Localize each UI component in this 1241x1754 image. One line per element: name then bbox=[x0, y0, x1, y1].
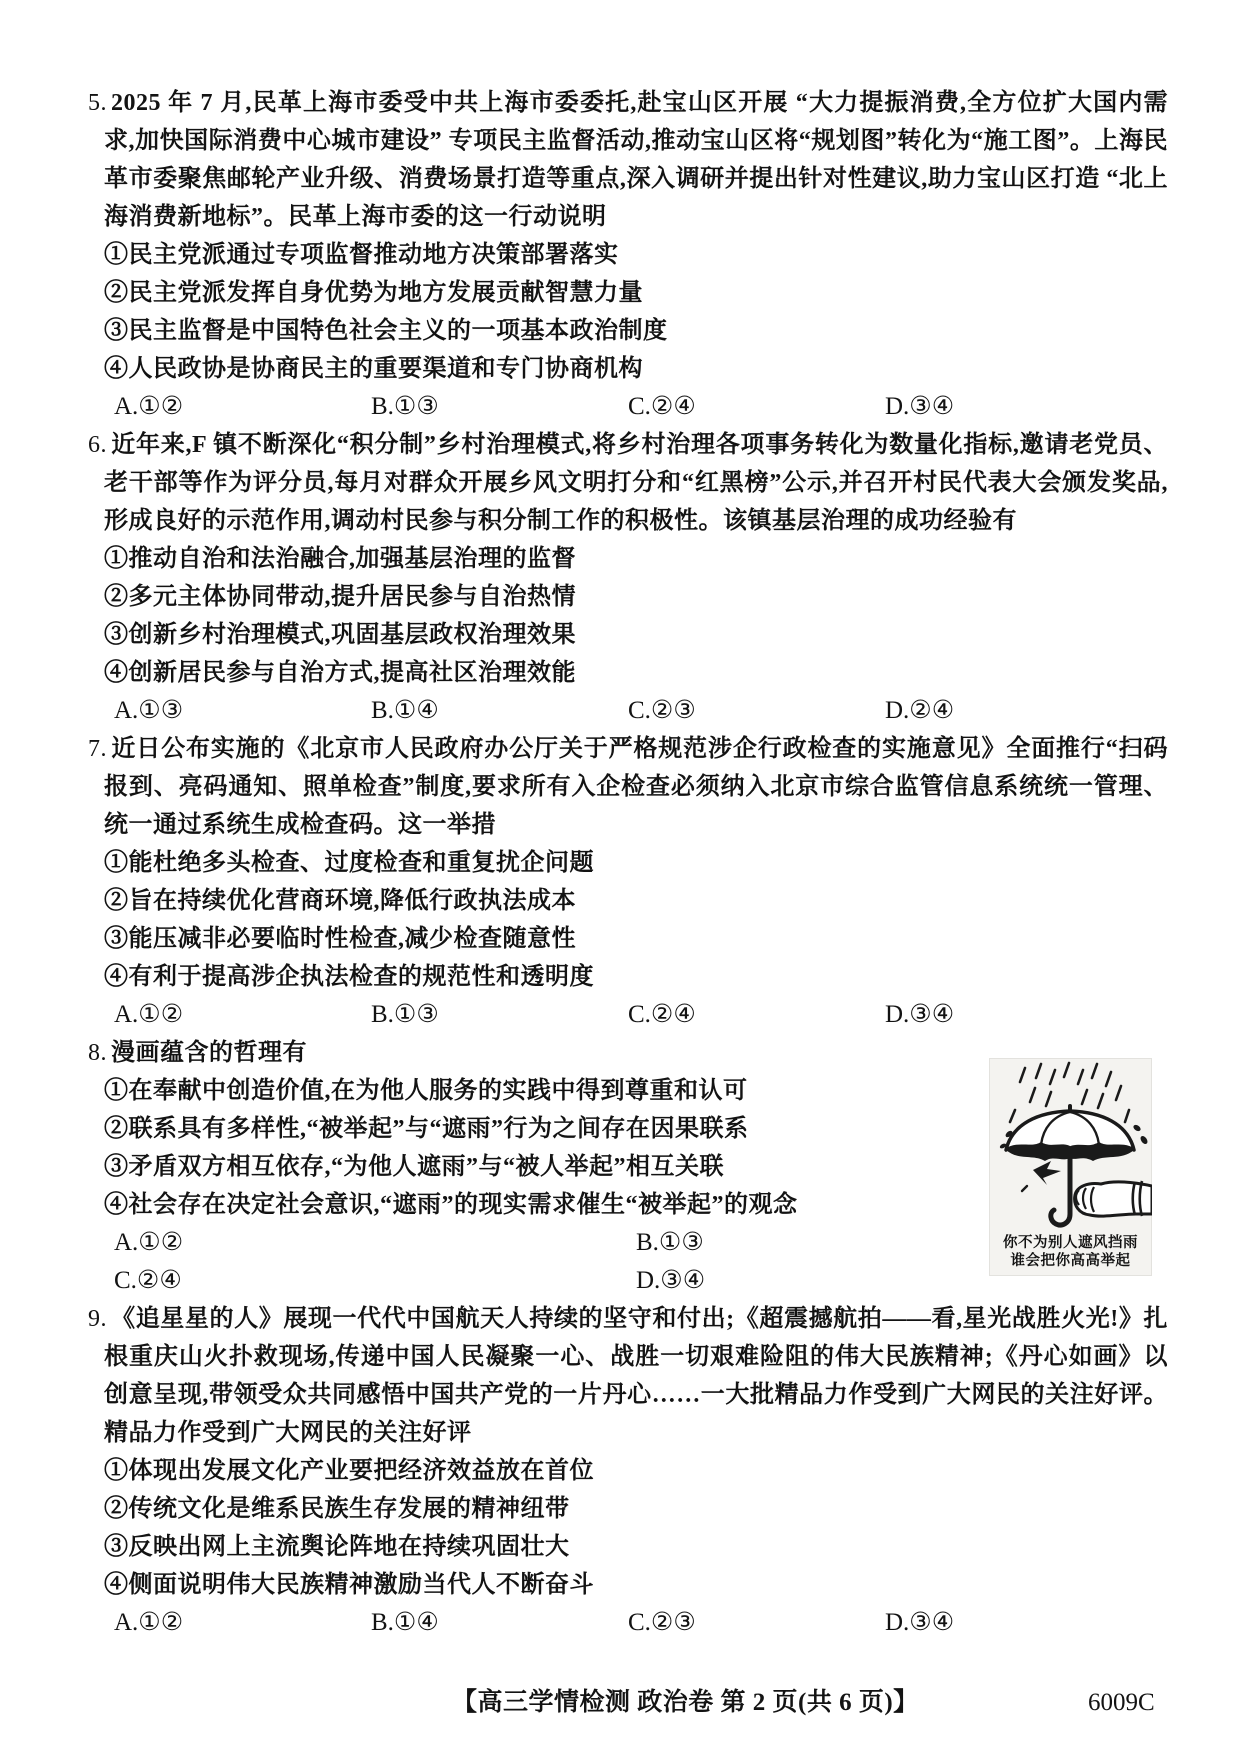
footer-title: 【高三学情检测 政治卷 第 2 页(共 6 页)】 bbox=[452, 1689, 919, 1716]
question-6-choice-b: B.①④ bbox=[371, 697, 439, 724]
cartoon-caption bbox=[989, 1234, 1152, 1270]
question-9-item-4: ④侧面说明伟大民族精神激励当代人不断奋斗 bbox=[104, 1572, 594, 1598]
question-6-item-3: ③创新乡村治理模式,巩固基层政权治理效果 bbox=[104, 622, 576, 648]
question-7-choice-c: C.②④ bbox=[628, 1001, 696, 1028]
question-7-stem bbox=[88, 730, 1168, 844]
question-8-choice-c: C.②④ bbox=[114, 1267, 182, 1294]
question-9-number: 9. bbox=[88, 1306, 107, 1332]
question-8-choices bbox=[88, 1224, 894, 1300]
umbrella-handle bbox=[1051, 1206, 1070, 1225]
question-7-stem-text: 近日公布实施的《北京市人民政府办公厅关于严格规范涉企行政检查的实施意见》全面推行“扫码报到、亮码通知、照单检查”制度,要求所有入企检查必须纳入北京市综合监管信息系统统一管理、统一通过系统生成检查码。这一举措 bbox=[104, 736, 1168, 838]
question-5-choices bbox=[88, 388, 1168, 426]
question-9-stem-text: 《追星星的人》展现一代代中国航天人持续的坚守和付出;《超震撼航拍——看,星光战胜火光!》扎根重庆山火扑救现场,传递中国人民凝聚一心、战胜一切艰难险阻的伟大民族精神;《丹心如画》以创意呈现,带领受众共同感悟中国共产党的一片丹心……一大批精品力作受到广大网民的关注好评。精品力作受到广大网民的关注好评 bbox=[104, 1306, 1168, 1446]
question-9-choice-a: A.①② bbox=[114, 1609, 184, 1636]
question-8 bbox=[88, 1034, 1168, 1300]
question-7-choices bbox=[88, 996, 1168, 1034]
umbrella-canopy bbox=[1006, 1111, 1134, 1150]
question-9-item-3: ③反映出网上主流舆论阵地在持续巩固壮大 bbox=[104, 1534, 570, 1560]
question-5-stem bbox=[88, 84, 1168, 236]
question-5-item-2: ②民主党派发挥自身优势为地方发展贡献智慧力量 bbox=[104, 280, 643, 306]
question-7-item-1: ①能杜绝多头检查、过度检查和重复扰企问题 bbox=[104, 850, 594, 876]
cartoon-caption-line2: 谁会把你高高举起 bbox=[1010, 1253, 1131, 1269]
question-9-stem bbox=[88, 1300, 1168, 1452]
holding-hand bbox=[1075, 1181, 1152, 1216]
question-5-choice-c: C.②④ bbox=[628, 393, 696, 420]
question-9-choice-b: B.①④ bbox=[371, 1609, 439, 1636]
question-7-item-4: ④有利于提高涉企执法检查的规范性和透明度 bbox=[104, 964, 594, 990]
question-9-item-1: ①体现出发展文化产业要把经济效益放在首位 bbox=[104, 1458, 594, 1484]
question-6-stem bbox=[88, 426, 1168, 540]
question-9-item-2: ②传统文化是维系民族生存发展的精神纽带 bbox=[104, 1496, 570, 1522]
question-6-choice-c: C.②③ bbox=[628, 697, 696, 724]
exam-content bbox=[88, 84, 1168, 1642]
dragonfly-silhouette bbox=[1022, 1161, 1061, 1191]
question-6-item-2: ②多元主体协同带动,提升居民参与自治热情 bbox=[104, 584, 576, 610]
question-6-item-1: ①推动自治和法治融合,加强基层治理的监督 bbox=[104, 546, 576, 572]
footer-paper-code: 6009C bbox=[1088, 1689, 1155, 1716]
question-5-number: 5. bbox=[88, 90, 107, 116]
umbrella-rain-cartoon-svg bbox=[989, 1058, 1152, 1228]
question-8-stem-text: 漫画蕴含的哲理有 bbox=[111, 1040, 307, 1066]
question-9-choices bbox=[88, 1604, 1168, 1642]
question-6-stem-text: 近年来,F 镇不断深化“积分制”乡村治理模式,将乡村治理各项事务转化为数量化指标,邀请老党员、老干部等作为评分员,每月对群众开展乡风文明打分和“红黑榜”公示,并召开村民代表大会颁发奖品,形成良好的示范作用,调动村民参与积分制工作的积极性。该镇基层治理的成功经验有 bbox=[104, 432, 1168, 534]
question-5-item-3: ③民主监督是中国特色社会主义的一项基本政治制度 bbox=[104, 318, 668, 344]
question-5-choice-d: D.③④ bbox=[885, 393, 955, 420]
question-5 bbox=[88, 84, 1168, 426]
question-6-number: 6. bbox=[88, 432, 107, 458]
question-9 bbox=[88, 1300, 1168, 1642]
question-8-choice-b: B.①③ bbox=[636, 1229, 704, 1256]
question-8-item-4: ④社会存在决定社会意识,“遮雨”的现实需求催生“被举起”的观念 bbox=[104, 1192, 798, 1218]
question-8-number: 8. bbox=[88, 1040, 107, 1066]
question-8-item-3: ③矛盾双方相互依存,“为他人遮雨”与“被人举起”相互关联 bbox=[104, 1154, 724, 1180]
question-8-item-2: ②联系具有多样性,“被举起”与“遮雨”行为之间存在因果联系 bbox=[104, 1116, 749, 1142]
cartoon-caption-line1: 你不为别人遮风挡雨 bbox=[1003, 1235, 1138, 1251]
cartoon-image bbox=[989, 1058, 1152, 1276]
question-7-choice-a: A.①② bbox=[114, 1001, 184, 1028]
question-6-choice-d: D.②④ bbox=[885, 697, 955, 724]
question-9-choice-c: C.②③ bbox=[628, 1609, 696, 1636]
question-7-item-2: ②旨在持续优化营商环境,降低行政执法成本 bbox=[104, 888, 576, 914]
question-7-choice-d: D.③④ bbox=[885, 1001, 955, 1028]
question-5-choice-b: B.①③ bbox=[371, 393, 439, 420]
question-5-choice-a: A.①② bbox=[114, 393, 184, 420]
question-6 bbox=[88, 426, 1168, 730]
question-7-item-3: ③能压减非必要临时性检查,减少检查随意性 bbox=[104, 926, 576, 952]
question-6-choice-a: A.①③ bbox=[114, 697, 184, 724]
question-7-number: 7. bbox=[88, 736, 107, 762]
question-6-choices bbox=[88, 692, 1168, 730]
question-5-item-1: ①民主党派通过专项监督推动地方决策部署落实 bbox=[104, 242, 619, 268]
question-7-choice-b: B.①③ bbox=[371, 1001, 439, 1028]
question-8-item-1: ①在奉献中创造价值,在为他人服务的实践中得到尊重和认可 bbox=[104, 1078, 748, 1104]
question-8-choice-a: A.①② bbox=[114, 1229, 184, 1256]
question-5-item-4: ④人民政协是协商民主的重要渠道和专门协商机构 bbox=[104, 356, 643, 382]
question-8-choice-d: D.③④ bbox=[636, 1267, 706, 1294]
question-5-stem-text: 2025 年 7 月,民革上海市委受中共上海市委委托,赴宝山区开展 “大力提振消费,全方位扩大国内需求,加快国际消费中心城市建设” 专项民主监督活动,推动宝山区将“规划图”转化为“施工图”。上海民革市委聚焦邮轮产业升级、消费场景打造等重点,深入调研并提出针对性建议,助力宝山区打造 “北上海消费新地标”。民革上海市委的这一行动说明 bbox=[104, 90, 1168, 230]
question-6-item-4: ④创新居民参与自治方式,提高社区治理效能 bbox=[104, 660, 576, 686]
question-9-choice-d: D.③④ bbox=[885, 1609, 955, 1636]
question-7 bbox=[88, 730, 1168, 1034]
